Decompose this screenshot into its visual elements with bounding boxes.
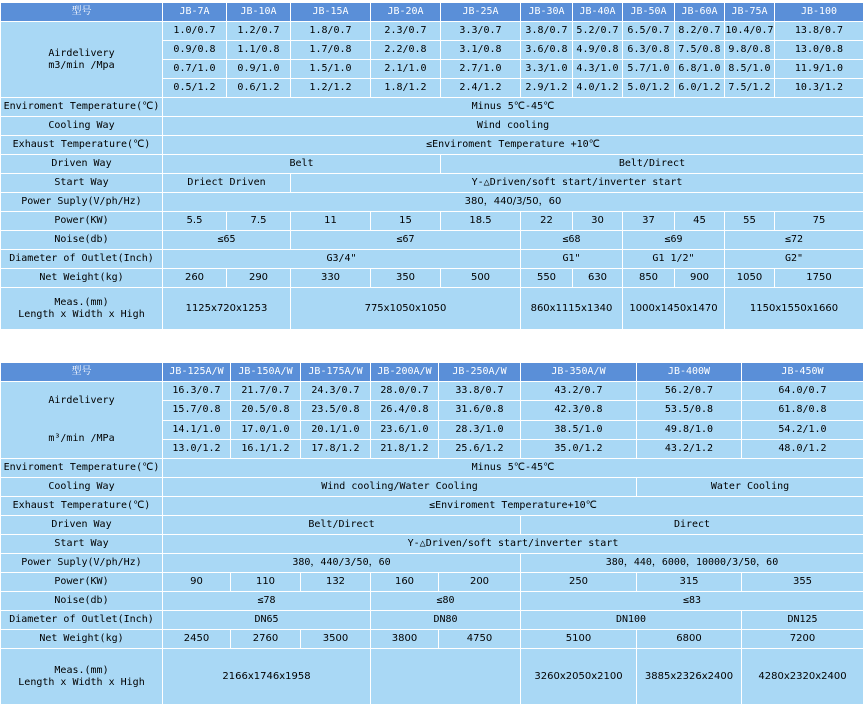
driven-value: Direct xyxy=(521,516,864,535)
air-cell: 0.9/1.0 xyxy=(227,60,291,79)
model-name: JB-450W xyxy=(742,363,864,382)
exhaust-label: Exhaust Temperature(℃) xyxy=(1,497,163,516)
spec-table-small-models xyxy=(0,2,864,330)
air-cell: 8.2/0.7 xyxy=(675,22,725,41)
exhaust-row xyxy=(1,136,864,155)
air-cell: 20.1/1.0 xyxy=(301,420,371,439)
air-cell: 33.8/0.7 xyxy=(439,382,521,401)
power-row xyxy=(1,212,864,231)
outlet-cell: DN65 xyxy=(163,611,371,630)
start-row xyxy=(1,535,864,554)
noise-cell: ≤69 xyxy=(623,231,725,250)
air-cell: 7.5/1.2 xyxy=(725,79,775,98)
model-name: JB-20A xyxy=(371,3,441,22)
env-temp-label: Enviroment Temperature(℃) xyxy=(1,98,163,117)
cooling-label: Cooling Way xyxy=(1,117,163,136)
cooling-value: Water Cooling xyxy=(637,478,864,497)
power-cell: 75 xyxy=(775,212,864,231)
model-name: JB-175A/W xyxy=(301,363,371,382)
airdelivery-unit: m³/min /MPa xyxy=(48,433,115,444)
model-name: JB-75A xyxy=(725,3,775,22)
power-supply-row xyxy=(1,554,864,573)
env-temp-row xyxy=(1,459,864,478)
model-name: JB-40A xyxy=(573,3,623,22)
power-cell: 11 xyxy=(291,212,371,231)
air-cell: 5.0/1.2 xyxy=(623,79,675,98)
weight-cell: 2450 xyxy=(163,630,231,649)
outlet-cell: G1 1/2" xyxy=(623,250,725,269)
cooling-value: Wind cooling/Water Cooling xyxy=(163,478,637,497)
noise-label: Noise(db) xyxy=(1,231,163,250)
outlet-label: Diameter of Outlet(Inch) xyxy=(1,250,163,269)
model-name: JB-25A xyxy=(441,3,521,22)
air-cell: 6.3/0.8 xyxy=(623,41,675,60)
power-supply-label: Power Suply(V/ph/Hz) xyxy=(1,193,163,212)
driven-value: Belt xyxy=(163,155,441,174)
power-cell: 37 xyxy=(623,212,675,231)
weight-row xyxy=(1,269,864,288)
driven-value: Belt/Direct xyxy=(441,155,864,174)
power-cell: 315 xyxy=(637,573,742,592)
model-header-row xyxy=(1,363,864,382)
model-name: JB-7A xyxy=(163,3,227,22)
weight-cell: 3500 xyxy=(301,630,371,649)
airdelivery-label xyxy=(1,22,163,98)
power-cell: 55 xyxy=(725,212,775,231)
air-cell: 1.7/0.8 xyxy=(291,41,371,60)
meas-cell: 4280x2320x2400 xyxy=(742,649,864,705)
air-cell: 14.1/1.0 xyxy=(163,420,231,439)
model-name: JB-200A/W xyxy=(371,363,439,382)
power-label: Power(KW) xyxy=(1,212,163,231)
air-cell: 1.8/0.7 xyxy=(291,22,371,41)
spec-table-large-models xyxy=(0,362,864,705)
weight-cell: 1750 xyxy=(775,269,864,288)
driven-row xyxy=(1,155,864,174)
power-cell: 18.5 xyxy=(441,212,521,231)
air-cell: 3.8/0.7 xyxy=(521,22,573,41)
exhaust-value: ≤Enviroment Temperature +10℃ xyxy=(163,136,864,155)
outlet-cell: G2" xyxy=(725,250,864,269)
power-supply-value: 380，440/3/50，60 xyxy=(163,193,864,212)
air-cell: 8.5/1.0 xyxy=(725,60,775,79)
air-cell: 6.5/0.7 xyxy=(623,22,675,41)
power-cell: 110 xyxy=(231,573,301,592)
airdelivery-unit: m3/min /Mpa xyxy=(48,59,115,71)
model-name: JB-15A xyxy=(291,3,371,22)
outlet-cell: G1" xyxy=(521,250,623,269)
air-cell: 0.9/0.8 xyxy=(163,41,227,60)
weight-row xyxy=(1,630,864,649)
power-cell: 132 xyxy=(301,573,371,592)
air-cell: 2.7/1.0 xyxy=(441,60,521,79)
air-cell: 16.1/1.2 xyxy=(231,439,301,458)
meas-row xyxy=(1,649,864,705)
air-delivery-row xyxy=(1,382,864,401)
weight-cell: 350 xyxy=(371,269,441,288)
power-label: Power(KW) xyxy=(1,573,163,592)
power-cell: 160 xyxy=(371,573,439,592)
meas-cell: 2166x1746x1958 xyxy=(163,649,371,705)
air-cell: 2.3/0.7 xyxy=(371,22,441,41)
cooling-value: Wind cooling xyxy=(163,117,864,136)
air-cell: 3.1/0.8 xyxy=(441,41,521,60)
meas-label xyxy=(1,649,163,705)
air-cell: 3.3/0.7 xyxy=(441,22,521,41)
weight-cell: 5100 xyxy=(521,630,637,649)
air-cell: 16.3/0.7 xyxy=(163,382,231,401)
air-cell: 17.0/1.0 xyxy=(231,420,301,439)
air-cell: 43.2/0.7 xyxy=(521,382,637,401)
noise-cell: ≤72 xyxy=(725,231,864,250)
air-cell: 13.0/0.8 xyxy=(775,41,864,60)
airdelivery-title: Airdelivery xyxy=(48,395,115,406)
air-cell: 49.8/1.0 xyxy=(637,420,742,439)
air-cell: 26.4/0.8 xyxy=(371,401,439,420)
weight-cell: 630 xyxy=(573,269,623,288)
air-cell: 23.6/1.0 xyxy=(371,420,439,439)
model-name: JB-100 xyxy=(775,3,864,22)
power-cell: 30 xyxy=(573,212,623,231)
air-cell: 2.4/1.2 xyxy=(441,79,521,98)
power-cell: 15 xyxy=(371,212,441,231)
air-cell: 2.9/1.2 xyxy=(521,79,573,98)
air-cell: 0.6/1.2 xyxy=(227,79,291,98)
model-label: 型号 xyxy=(1,3,163,22)
power-cell: 7.5 xyxy=(227,212,291,231)
model-header-row xyxy=(1,3,864,22)
power-cell: 90 xyxy=(163,573,231,592)
meas-cell: 1125x720x1253 xyxy=(163,288,291,330)
start-value: Y-△Driven/soft start/inverter start xyxy=(291,174,864,193)
power-cell: 5.5 xyxy=(163,212,227,231)
air-cell: 2.2/0.8 xyxy=(371,41,441,60)
model-name: JB-50A xyxy=(623,3,675,22)
air-cell: 43.2/1.2 xyxy=(637,439,742,458)
air-cell: 23.5/0.8 xyxy=(301,401,371,420)
weight-cell: 330 xyxy=(291,269,371,288)
meas-cell: 1000x1450x1470 xyxy=(623,288,725,330)
power-cell: 45 xyxy=(675,212,725,231)
air-cell: 53.5/0.8 xyxy=(637,401,742,420)
air-cell: 5.7/1.0 xyxy=(623,60,675,79)
weight-cell: 900 xyxy=(675,269,725,288)
meas-label-line2: Length x Width x High xyxy=(18,676,145,688)
air-cell: 1.0/0.7 xyxy=(163,22,227,41)
model-name: JB-10A xyxy=(227,3,291,22)
power-cell: 355 xyxy=(742,573,864,592)
meas-label-line1: Meas.(mm) xyxy=(54,664,109,676)
airdelivery-title: Airdelivery xyxy=(48,47,115,59)
noise-cell: ≤80 xyxy=(371,592,521,611)
air-cell: 4.0/1.2 xyxy=(573,79,623,98)
meas-label xyxy=(1,288,163,330)
air-cell: 0.7/1.0 xyxy=(163,60,227,79)
start-value: Driect Driven xyxy=(163,174,291,193)
air-cell: 17.8/1.2 xyxy=(301,439,371,458)
air-cell: 3.6/0.8 xyxy=(521,41,573,60)
meas-cell: 860x1115x1340 xyxy=(521,288,623,330)
air-cell: 1.2/0.7 xyxy=(227,22,291,41)
model-label: 型号 xyxy=(1,363,163,382)
air-cell: 48.0/1.2 xyxy=(742,439,864,458)
air-cell: 9.8/0.8 xyxy=(725,41,775,60)
air-cell: 13.0/1.2 xyxy=(163,439,231,458)
air-cell: 25.6/1.2 xyxy=(439,439,521,458)
model-name: JB-60A xyxy=(675,3,725,22)
air-cell: 5.2/0.7 xyxy=(573,22,623,41)
noise-row xyxy=(1,231,864,250)
model-name: JB-350A/W xyxy=(521,363,637,382)
weight-cell: 260 xyxy=(163,269,227,288)
model-name: JB-250A/W xyxy=(439,363,521,382)
power-supply-row xyxy=(1,193,864,212)
air-cell: 7.5/0.8 xyxy=(675,41,725,60)
weight-label: Net Weight(kg) xyxy=(1,630,163,649)
air-cell: 10.4/0.7 xyxy=(725,22,775,41)
power-supply-value: 380，440/3/50，60 xyxy=(163,554,521,573)
air-cell: 1.8/1.2 xyxy=(371,79,441,98)
model-name: JB-400W xyxy=(637,363,742,382)
power-supply-value: 380，440，6000，10000/3/50，60 xyxy=(521,554,864,573)
air-cell: 64.0/0.7 xyxy=(742,382,864,401)
air-cell: 11.9/1.0 xyxy=(775,60,864,79)
noise-cell: ≤67 xyxy=(291,231,521,250)
noise-cell: ≤68 xyxy=(521,231,623,250)
weight-cell: 3800 xyxy=(371,630,439,649)
driven-value: Belt/Direct xyxy=(163,516,521,535)
cooling-label: Cooling Way xyxy=(1,478,163,497)
weight-cell: 500 xyxy=(441,269,521,288)
weight-cell: 550 xyxy=(521,269,573,288)
cooling-row xyxy=(1,478,864,497)
weight-cell: 290 xyxy=(227,269,291,288)
air-cell: 20.5/0.8 xyxy=(231,401,301,420)
noise-cell: ≤78 xyxy=(163,592,371,611)
air-delivery-row xyxy=(1,22,864,41)
power-cell: 22 xyxy=(521,212,573,231)
air-cell: 54.2/1.0 xyxy=(742,420,864,439)
air-cell: 1.1/0.8 xyxy=(227,41,291,60)
air-cell: 4.9/0.8 xyxy=(573,41,623,60)
start-row xyxy=(1,174,864,193)
meas-row xyxy=(1,288,864,330)
air-cell: 4.3/1.0 xyxy=(573,60,623,79)
weight-cell: 6800 xyxy=(637,630,742,649)
start-label: Start Way xyxy=(1,174,163,193)
air-cell: 28.3/1.0 xyxy=(439,420,521,439)
weight-cell: 4750 xyxy=(439,630,521,649)
air-cell: 21.7/0.7 xyxy=(231,382,301,401)
air-cell: 1.2/1.2 xyxy=(291,79,371,98)
env-temp-label: Enviroment Temperature(℃) xyxy=(1,459,163,478)
air-cell: 3.3/1.0 xyxy=(521,60,573,79)
air-cell: 42.3/0.8 xyxy=(521,401,637,420)
air-cell: 31.6/0.8 xyxy=(439,401,521,420)
outlet-cell: DN100 xyxy=(521,611,742,630)
air-cell: 1.5/1.0 xyxy=(291,60,371,79)
air-cell: 24.3/0.7 xyxy=(301,382,371,401)
noise-cell: ≤65 xyxy=(163,231,291,250)
air-cell: 13.8/0.7 xyxy=(775,22,864,41)
meas-cell-empty xyxy=(371,649,521,705)
air-cell: 6.0/1.2 xyxy=(675,79,725,98)
air-cell: 10.3/1.2 xyxy=(775,79,864,98)
outlet-cell: G3/4" xyxy=(163,250,521,269)
model-name: JB-125A/W xyxy=(163,363,231,382)
env-temp-row xyxy=(1,98,864,117)
start-label: Start Way xyxy=(1,535,163,554)
weight-cell: 2760 xyxy=(231,630,301,649)
airdelivery-label xyxy=(1,382,163,459)
air-cell: 15.7/0.8 xyxy=(163,401,231,420)
meas-cell: 3260x2050x2100 xyxy=(521,649,637,705)
air-cell: 28.0/0.7 xyxy=(371,382,439,401)
start-value: Y-△Driven/soft start/inverter start xyxy=(163,535,864,554)
air-cell: 38.5/1.0 xyxy=(521,420,637,439)
model-name: JB-30A xyxy=(521,3,573,22)
outlet-label: Diameter of Outlet(Inch) xyxy=(1,611,163,630)
power-cell: 200 xyxy=(439,573,521,592)
air-cell: 56.2/0.7 xyxy=(637,382,742,401)
exhaust-row xyxy=(1,497,864,516)
weight-cell: 1050 xyxy=(725,269,775,288)
driven-label: Driven Way xyxy=(1,516,163,535)
weight-label: Net Weight(kg) xyxy=(1,269,163,288)
meas-cell: 1150x1550x1660 xyxy=(725,288,864,330)
power-supply-label: Power Suply(V/ph/Hz) xyxy=(1,554,163,573)
power-row xyxy=(1,573,864,592)
noise-row xyxy=(1,592,864,611)
cooling-row xyxy=(1,117,864,136)
air-cell: 61.8/0.8 xyxy=(742,401,864,420)
air-cell: 35.0/1.2 xyxy=(521,439,637,458)
model-name: JB-150A/W xyxy=(231,363,301,382)
outlet-row xyxy=(1,250,864,269)
meas-label-line2: Length x Width x High xyxy=(18,308,145,320)
weight-cell: 850 xyxy=(623,269,675,288)
meas-label-line1: Meas.(mm) xyxy=(54,296,109,308)
air-cell: 0.5/1.2 xyxy=(163,79,227,98)
driven-label: Driven Way xyxy=(1,155,163,174)
air-cell: 21.8/1.2 xyxy=(371,439,439,458)
driven-row xyxy=(1,516,864,535)
env-temp-value: Minus 5℃-45℃ xyxy=(163,459,864,478)
weight-cell: 7200 xyxy=(742,630,864,649)
air-cell: 6.8/1.0 xyxy=(675,60,725,79)
meas-cell: 775x1050x1050 xyxy=(291,288,521,330)
exhaust-label: Exhaust Temperature(℃) xyxy=(1,136,163,155)
noise-label: Noise(db) xyxy=(1,592,163,611)
exhaust-value: ≤Enviroment Temperature+10℃ xyxy=(163,497,864,516)
outlet-cell: DN125 xyxy=(742,611,864,630)
outlet-row xyxy=(1,611,864,630)
power-cell: 250 xyxy=(521,573,637,592)
env-temp-value: Minus 5℃-45℃ xyxy=(163,98,864,117)
outlet-cell: DN80 xyxy=(371,611,521,630)
noise-cell: ≤83 xyxy=(521,592,864,611)
meas-cell: 3885x2326x2400 xyxy=(637,649,742,705)
air-cell: 2.1/1.0 xyxy=(371,60,441,79)
